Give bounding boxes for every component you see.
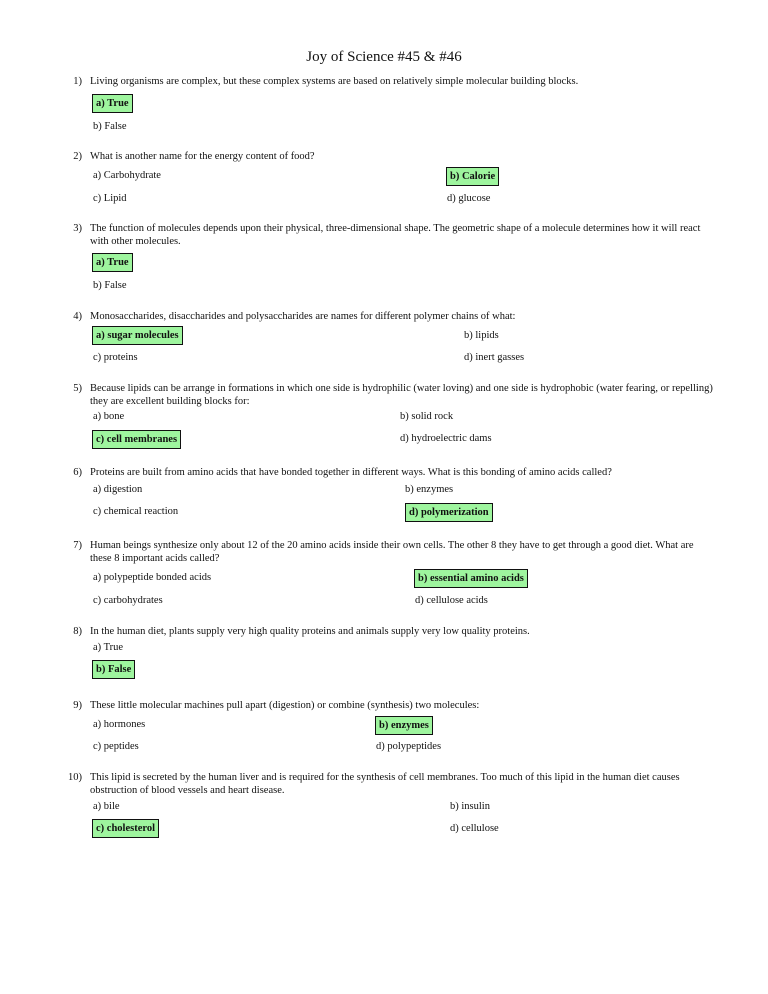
question-text: What is another name for the energy content of food?: [90, 151, 315, 162]
answer-option-b[interactable]: b) enzymes: [405, 484, 454, 495]
answer-option-d[interactable]: d) cellulose: [450, 823, 499, 834]
question-text: Proteins are built from amino acids that have bonded together in different ways. What is this bonding of amino acids called?: [90, 467, 612, 478]
answer-option-b[interactable]: b) False: [92, 660, 135, 679]
question-number: 4): [73, 311, 82, 322]
answer-option-a[interactable]: a) sugar molecules: [92, 326, 183, 345]
question-text: Because lipids can be arrange in formations in which one side is hydrophilic (water loving) and one side is hydrophobic (water fearing, or repelling) they are excellent building blocks for:: [90, 383, 713, 407]
answer-option-b[interactable]: b) Calorie: [446, 167, 499, 186]
question-number: 9): [73, 700, 82, 711]
question-text: In the human diet, plants supply very high quality proteins and animals supply very low quality proteins.: [90, 626, 530, 637]
answer-option-d[interactable]: d) glucose: [447, 193, 491, 204]
question-text: This lipid is secreted by the human liver and is required for the synthesis of cell membranes. Too much of this lipid in the human diet causes obstruction of blood vessels and heart disease.: [90, 772, 680, 796]
question-number: 5): [73, 383, 82, 394]
answer-option-c[interactable]: c) chemical reaction: [93, 506, 179, 517]
answer-option-a[interactable]: a) digestion: [93, 484, 143, 495]
answer-option-c[interactable]: c) cell membranes: [92, 430, 181, 449]
answer-option-c[interactable]: c) peptides: [93, 741, 139, 752]
page-title: Joy of Science #45 & #46: [306, 49, 462, 65]
question-text: Monosaccharides, disaccharides and polysaccharides are names for different polymer chains of what:: [90, 311, 516, 322]
answer-option-b[interactable]: b) solid rock: [400, 411, 454, 422]
answer-option-a[interactable]: a) True: [92, 94, 133, 113]
answer-option-b[interactable]: b) lipids: [464, 330, 499, 341]
question-number: 3): [73, 223, 82, 234]
question-number: 2): [73, 151, 82, 162]
answer-option-d[interactable]: d) inert gasses: [464, 352, 525, 363]
answer-option-b[interactable]: b) essential amino acids: [414, 569, 528, 588]
answer-option-d[interactable]: d) hydroelectric dams: [400, 433, 492, 444]
answer-option-c[interactable]: c) cholesterol: [92, 819, 159, 838]
answer-option-b[interactable]: b) False: [93, 280, 127, 291]
answer-option-a[interactable]: a) polypeptide bonded acids: [93, 572, 212, 583]
answer-option-d[interactable]: d) cellulose acids: [415, 595, 488, 606]
answer-option-a[interactable]: a) hormones: [93, 719, 146, 730]
question-number: 8): [73, 626, 82, 637]
question-text: The function of molecules depends upon their physical, three-dimensional shape. The geometric shape of a molecule determines how it will react with other molecules.: [90, 223, 701, 247]
answer-option-a[interactable]: a) True: [93, 642, 124, 653]
answer-option-b[interactable]: b) False: [93, 121, 127, 132]
answer-option-b[interactable]: b) insulin: [450, 801, 490, 812]
question-number: 6): [73, 467, 82, 478]
question-text: Living organisms are complex, but these complex systems are based on relatively simple molecular building blocks.: [90, 76, 579, 87]
question-number: 7): [73, 540, 82, 551]
answer-option-a[interactable]: a) bile: [93, 801, 120, 812]
answer-option-c[interactable]: c) Lipid: [93, 193, 127, 204]
answer-option-a[interactable]: a) Carbohydrate: [93, 170, 161, 181]
answer-option-a[interactable]: a) True: [92, 253, 133, 272]
answer-option-a[interactable]: a) bone: [93, 411, 125, 422]
question-number: 1): [73, 76, 82, 87]
question-text: These little molecular machines pull apart (digestion) or combine (synthesis) two molecules:: [90, 700, 480, 711]
answer-option-c[interactable]: c) proteins: [93, 352, 138, 363]
answer-option-d[interactable]: d) polymerization: [405, 503, 493, 522]
question-number: 10): [68, 772, 82, 783]
answer-option-c[interactable]: c) carbohydrates: [93, 595, 163, 606]
answer-option-b[interactable]: b) enzymes: [375, 716, 433, 735]
question-text: Human beings synthesize only about 12 of the 20 amino acids inside their own cells. The other 8 they have to get through a good diet. What are these 8 important acids called?: [90, 540, 694, 564]
answer-option-d[interactable]: d) polypeptides: [376, 741, 442, 752]
